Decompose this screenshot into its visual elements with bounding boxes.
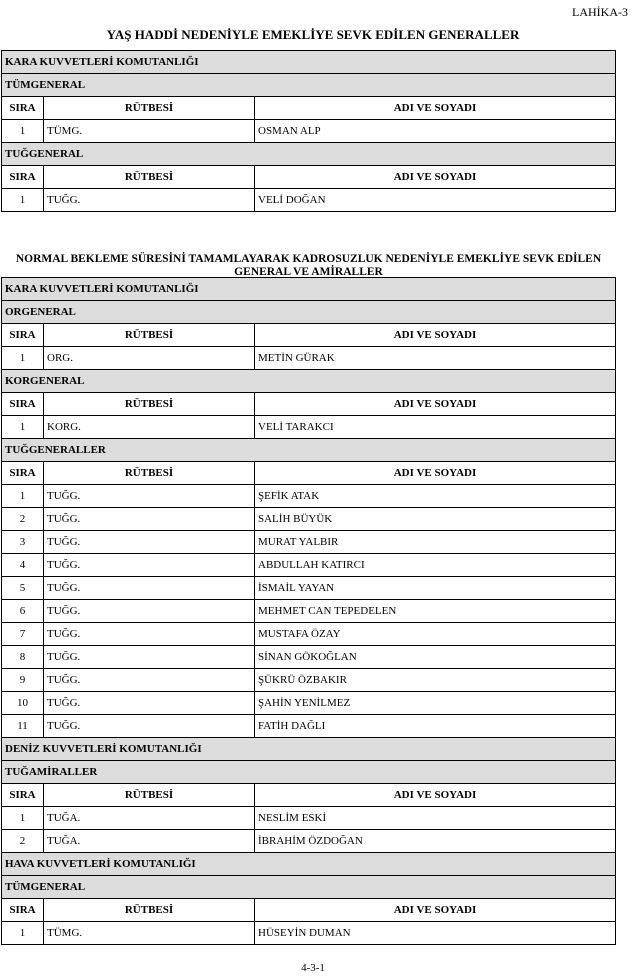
row-number: 5 bbox=[2, 577, 44, 599]
table-row bbox=[1, 691, 616, 715]
table-row bbox=[1, 576, 616, 600]
row-rank: TUĞG. bbox=[44, 715, 255, 737]
column-header-ad-soyad: ADI VE SOYADI bbox=[393, 789, 477, 801]
row-rank: KORG. bbox=[44, 416, 255, 438]
table-header-row bbox=[1, 392, 616, 416]
table-header-row bbox=[1, 96, 616, 120]
subtitle-line-2: GENERAL VE AMİRALLER bbox=[234, 266, 383, 278]
row-number: 9 bbox=[2, 669, 44, 691]
table-row bbox=[1, 119, 616, 143]
column-header-rutbe: RÜTBESİ bbox=[44, 899, 255, 921]
row-name: İSMAİL YAYAN bbox=[258, 582, 335, 594]
row-name: ŞAHİN YENİLMEZ bbox=[258, 697, 351, 709]
column-header-ad-soyad: ADI VE SOYADI bbox=[393, 102, 477, 114]
table-row bbox=[1, 806, 616, 830]
row-number: 6 bbox=[2, 600, 44, 622]
row-name: HÜSEYİN DUMAN bbox=[258, 927, 351, 939]
table-header-row bbox=[1, 165, 616, 189]
rank-group-header: ORGENERAL bbox=[1, 300, 616, 324]
rank-group-header: TÜMGENERAL bbox=[1, 73, 616, 97]
branch-header: KARA KUVVETLERİ KOMUTANLIĞI bbox=[1, 277, 616, 301]
row-number: 1 bbox=[2, 120, 44, 142]
row-rank: TUĞA. bbox=[44, 807, 255, 829]
row-number: 4 bbox=[2, 554, 44, 576]
row-number: 11 bbox=[2, 715, 44, 737]
column-header-rutbe: RÜTBESİ bbox=[44, 393, 255, 415]
row-rank: TUĞG. bbox=[44, 646, 255, 668]
row-name: SİNAN GÖKOĞLAN bbox=[258, 651, 357, 663]
row-name: ŞEFİK ATAK bbox=[258, 490, 320, 502]
row-number: 3 bbox=[2, 531, 44, 553]
section-retired-no-cadre bbox=[1, 248, 616, 945]
row-name: MUSTAFA ÖZAY bbox=[258, 628, 341, 640]
column-header-rutbe: RÜTBESİ bbox=[44, 324, 255, 346]
row-number: 2 bbox=[2, 830, 44, 852]
column-header-sira: SIRA bbox=[2, 324, 44, 346]
page-number: 4-3-1 bbox=[301, 962, 325, 974]
row-number: 1 bbox=[2, 485, 44, 507]
branch-header: HAVA KUVVETLERİ KOMUTANLIĞI bbox=[1, 852, 616, 876]
row-rank: TUĞG. bbox=[44, 692, 255, 714]
row-number: 1 bbox=[2, 922, 44, 944]
section-subtitle bbox=[1, 252, 616, 280]
column-header-rutbe: RÜTBESİ bbox=[44, 166, 255, 188]
row-rank: TUĞG. bbox=[44, 189, 255, 211]
column-header-ad-soyad: ADI VE SOYADI bbox=[393, 904, 477, 916]
table-row bbox=[1, 553, 616, 577]
section-retired-by-age bbox=[1, 50, 616, 212]
rank-group-header: TUĞAMİRALLER bbox=[1, 760, 616, 784]
column-header-sira: SIRA bbox=[2, 784, 44, 806]
row-rank: TUĞG. bbox=[44, 623, 255, 645]
column-header-sira: SIRA bbox=[2, 166, 44, 188]
row-name: OSMAN ALP bbox=[258, 125, 321, 137]
section-body bbox=[1, 277, 616, 945]
annex-label: LAHİKA-3 bbox=[572, 5, 628, 19]
column-header-rutbe: RÜTBESİ bbox=[44, 784, 255, 806]
row-number: 1 bbox=[2, 416, 44, 438]
column-header-sira: SIRA bbox=[2, 393, 44, 415]
row-rank: TUĞG. bbox=[44, 531, 255, 553]
branch-header: DENİZ KUVVETLERİ KOMUTANLIĞI bbox=[1, 737, 616, 761]
row-rank: TUĞA. bbox=[44, 830, 255, 852]
row-name: MURAT YALBIR bbox=[258, 536, 339, 548]
rank-group-header: TÜMGENERAL bbox=[1, 875, 616, 899]
column-header-sira: SIRA bbox=[2, 462, 44, 484]
table-header-row bbox=[1, 323, 616, 347]
column-header-sira: SIRA bbox=[2, 899, 44, 921]
column-header-rutbe: RÜTBESİ bbox=[44, 462, 255, 484]
column-header-ad-soyad: ADI VE SOYADI bbox=[393, 398, 477, 410]
table-row bbox=[1, 622, 616, 646]
row-name: SALİH BÜYÜK bbox=[258, 513, 333, 525]
subtitle-line-1: NORMAL BEKLEME SÜRESİNİ TAMAMLAYARAK KADROSUZLUK NEDENİYLE EMEKLİYE SEVK EDİLEN bbox=[15, 253, 602, 265]
rank-group-header: TUĞGENERALLER bbox=[1, 438, 616, 462]
row-number: 1 bbox=[2, 347, 44, 369]
column-header-ad-soyad: ADI VE SOYADI bbox=[393, 171, 477, 183]
row-rank: TUĞG. bbox=[44, 577, 255, 599]
row-rank: TUĞG. bbox=[44, 554, 255, 576]
row-name: FATİH DAĞLI bbox=[258, 720, 326, 732]
rank-group-header: TUĞGENERAL bbox=[1, 142, 616, 166]
row-name: VELİ DOĞAN bbox=[258, 194, 326, 206]
row-name: NESLİM ESKİ bbox=[258, 812, 327, 824]
row-number: 1 bbox=[2, 189, 44, 211]
row-number: 2 bbox=[2, 508, 44, 530]
row-rank: ORG. bbox=[44, 347, 255, 369]
row-number: 7 bbox=[2, 623, 44, 645]
table-row bbox=[1, 484, 616, 508]
row-rank: TUĞG. bbox=[44, 508, 255, 530]
column-header-sira: SIRA bbox=[2, 97, 44, 119]
row-name: ABDULLAH KATIRCI bbox=[258, 559, 365, 571]
column-header-rutbe: RÜTBESİ bbox=[44, 97, 255, 119]
row-rank: TUĞG. bbox=[44, 600, 255, 622]
table-header-row bbox=[1, 898, 616, 922]
table-header-row bbox=[1, 783, 616, 807]
table-header-row bbox=[1, 461, 616, 485]
rank-group-header: KORGENERAL bbox=[1, 369, 616, 393]
row-rank: TUĞG. bbox=[44, 669, 255, 691]
table-row bbox=[1, 829, 616, 853]
row-name: ŞÜKRÜ ÖZBAKIR bbox=[258, 674, 347, 686]
table-row bbox=[1, 530, 616, 554]
row-name: METİN GÜRAK bbox=[258, 352, 335, 364]
table-row bbox=[1, 599, 616, 623]
column-header-ad-soyad: ADI VE SOYADI bbox=[393, 329, 477, 341]
row-rank: TÜMG. bbox=[44, 922, 255, 944]
table-row bbox=[1, 714, 616, 738]
row-name: VELİ TARAKCI bbox=[258, 421, 334, 433]
page-title: YAŞ HADDİ NEDENİYLE EMEKLİYE SEVK EDİLEN GENERALLER bbox=[106, 27, 520, 42]
table-row bbox=[1, 188, 616, 212]
row-number: 1 bbox=[2, 807, 44, 829]
row-rank: TUĞG. bbox=[44, 485, 255, 507]
table-row bbox=[1, 668, 616, 692]
table-row bbox=[1, 645, 616, 669]
table-row bbox=[1, 921, 616, 945]
table-row bbox=[1, 415, 616, 439]
row-name: MEHMET CAN TEPEDELEN bbox=[258, 605, 397, 617]
row-number: 10 bbox=[2, 692, 44, 714]
column-header-ad-soyad: ADI VE SOYADI bbox=[393, 467, 477, 479]
branch-header: KARA KUVVETLERİ KOMUTANLIĞI bbox=[1, 50, 616, 74]
row-number: 8 bbox=[2, 646, 44, 668]
table-row bbox=[1, 507, 616, 531]
row-name: İBRAHİM ÖZDOĞAN bbox=[258, 835, 363, 847]
row-rank: TÜMG. bbox=[44, 120, 255, 142]
table-row bbox=[1, 346, 616, 370]
